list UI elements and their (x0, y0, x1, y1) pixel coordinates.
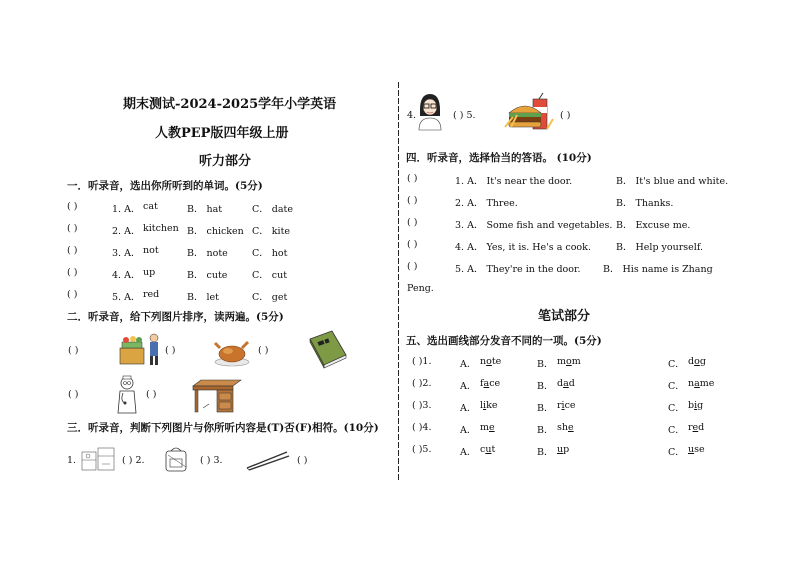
part5-option-a[interactable]: cut (480, 444, 496, 455)
part4-option-a[interactable]: 2. A． Three. (455, 198, 518, 209)
part5-label-c: C． (668, 447, 685, 458)
part5-label-b: B． (537, 403, 554, 414)
part3-item-4-paren[interactable]: ( ) (297, 455, 308, 466)
part5-option-a[interactable]: like (480, 400, 498, 411)
part5-label-a: A． (460, 359, 477, 370)
part4-option-b[interactable]: B． His name is Zhang (603, 264, 713, 275)
writing-heading: 笔试部分 (538, 309, 591, 324)
part1-option-b[interactable]: B． let (187, 292, 219, 303)
part3-heading: 三．听录音，判断下列图片与你所听内容是(T)否(F)相符。(10分) (67, 422, 379, 434)
part5-label-a: A． (460, 425, 477, 436)
part1-answer-paren[interactable]: ( ) (67, 245, 78, 256)
listening-heading: 听力部分 (199, 154, 252, 169)
part5-label-b: B． (537, 359, 554, 370)
desk-image (191, 378, 243, 414)
part5-option-a[interactable]: me (480, 422, 495, 433)
part3-item-5-paren[interactable]: ( ) (560, 110, 571, 121)
part3-item-5[interactable]: ( ) 5. (453, 110, 476, 121)
part4-option-a[interactable]: 4. A． Yes, it is. He's a cook. (455, 242, 591, 253)
part5-label-c: C． (668, 403, 685, 414)
part5-option-c[interactable]: dog (688, 356, 706, 367)
part5-option-b[interactable]: she (557, 422, 574, 433)
part1-option-c[interactable]: C． cut (252, 270, 288, 281)
part1-option-a[interactable]: up (143, 267, 156, 278)
part1-answer-paren[interactable]: ( ) (67, 289, 78, 300)
part5-label-a: A． (460, 403, 477, 414)
part5-answer-paren[interactable]: ( )1. (412, 356, 432, 367)
part1-option-b[interactable]: B． cute (187, 270, 228, 281)
part3-item-1: 1. (67, 455, 77, 466)
part3-item-4: 4. (407, 110, 417, 121)
part3-item-2[interactable]: ( ) 2. (122, 455, 145, 466)
kitchen-sketch-image (80, 446, 118, 472)
part5-option-c[interactable]: red (688, 422, 705, 433)
exam-subtitle: 人教PEP版四年级上册 (155, 126, 289, 141)
part1-question-number: 5. A． (112, 292, 141, 303)
part1-option-c[interactable]: C． kite (252, 226, 291, 237)
part4-answer-paren[interactable]: ( ) (407, 239, 418, 250)
part4-option-a[interactable]: 3. A． Some fish and vegetables. (455, 220, 613, 231)
kitchen-scene-image (118, 330, 163, 368)
part5-option-b[interactable]: rice (557, 400, 576, 411)
part5-label-c: C． (668, 381, 685, 392)
part5-label-b: B． (537, 447, 554, 458)
part5-option-a[interactable]: face (480, 378, 501, 389)
part4-heading: 四．听录音，选择恰当的答语。 (10分) (406, 152, 592, 164)
part5-label-a: A． (460, 381, 477, 392)
part5-label-b: B． (537, 425, 554, 436)
part5-option-c[interactable]: name (688, 378, 715, 389)
girl-with-glasses-image (415, 92, 445, 132)
part4-option-a[interactable]: 5. A． They're in the door. (455, 264, 581, 275)
column-divider (398, 82, 399, 482)
roast-chicken-image (214, 338, 250, 368)
part5-label-b: B． (537, 381, 554, 392)
part1-option-c[interactable]: C． hot (252, 248, 288, 259)
part4-option-a[interactable]: 1. A． It's near the door. (455, 176, 573, 187)
part1-answer-paren[interactable]: ( ) (67, 223, 78, 234)
exam-title: 期末测试-2024-2025学年小学英语 (123, 97, 337, 112)
part4-option-b[interactable]: B． Thanks. (616, 198, 674, 209)
part1-option-c[interactable]: C． get (252, 292, 288, 303)
part1-question-number: 1. A． (112, 204, 141, 215)
part5-answer-paren[interactable]: ( )3. (412, 400, 432, 411)
doctor-image (112, 375, 142, 415)
part5-option-b[interactable]: up (557, 444, 570, 455)
part4-answer-paren[interactable]: ( ) (407, 195, 418, 206)
part4-answer-paren[interactable]: ( ) (407, 261, 418, 272)
part4-wrap-text: Peng. (407, 283, 434, 294)
part3-item-3[interactable]: ( ) 3. (200, 455, 223, 466)
part4-answer-paren[interactable]: ( ) (407, 217, 418, 228)
part1-answer-paren[interactable]: ( ) (67, 201, 78, 212)
part1-option-b[interactable]: B． chicken (187, 226, 244, 237)
book-image (306, 329, 348, 369)
part1-option-c[interactable]: C． date (252, 204, 293, 215)
part5-option-a[interactable]: note (480, 356, 502, 367)
part1-question-number: 4. A． (112, 270, 141, 281)
part5-label-a: A． (460, 447, 477, 458)
part1-option-a[interactable]: cat (143, 201, 158, 212)
part5-answer-paren[interactable]: ( )2. (412, 378, 432, 389)
part5-option-c[interactable]: big (688, 400, 704, 411)
part1-answer-paren[interactable]: ( ) (67, 267, 78, 278)
part5-heading: 五、选出画线部分发音不同的一项。(5分) (406, 335, 602, 347)
part2-paren-1[interactable]: ( ) (68, 345, 79, 356)
part1-question-number: 3. A． (112, 248, 141, 259)
part2-paren-2[interactable]: ( ) (165, 345, 176, 356)
part5-option-b[interactable]: mom (557, 356, 581, 367)
part2-paren-5[interactable]: ( ) (146, 389, 157, 400)
part2-paren-3[interactable]: ( ) (258, 345, 269, 356)
part2-heading: 二．听录音，给下列图片排序，读两遍。(5分) (67, 311, 284, 323)
part5-option-c[interactable]: use (688, 444, 705, 455)
part4-option-b[interactable]: B． Help yourself. (616, 242, 704, 253)
part1-option-b[interactable]: B． hat (187, 204, 223, 215)
schoolbag-image (162, 445, 192, 473)
part2-paren-4[interactable]: ( ) (68, 389, 79, 400)
part5-label-c: C． (668, 359, 685, 370)
part1-question-number: 2. A． (112, 226, 141, 237)
part5-answer-paren[interactable]: ( )5. (412, 444, 432, 455)
part1-option-b[interactable]: B． note (187, 248, 228, 259)
part1-option-a[interactable]: not (143, 245, 159, 256)
part5-label-c: C． (668, 425, 685, 436)
part5-option-b[interactable]: dad (557, 378, 575, 389)
part1-option-a[interactable]: kitchen (143, 223, 179, 234)
part4-option-b[interactable]: B． It's blue and white. (616, 176, 729, 187)
part5-answer-paren[interactable]: ( )4. (412, 422, 432, 433)
part1-option-a[interactable]: red (143, 289, 160, 300)
chopsticks-image (245, 448, 289, 470)
fast-food-image (505, 93, 557, 133)
part4-option-b[interactable]: B． Excuse me. (616, 220, 691, 231)
part1-heading: 一．听录音，选出你所听到的单词。(5分) (67, 180, 263, 192)
part4-answer-paren[interactable]: ( ) (407, 173, 418, 184)
